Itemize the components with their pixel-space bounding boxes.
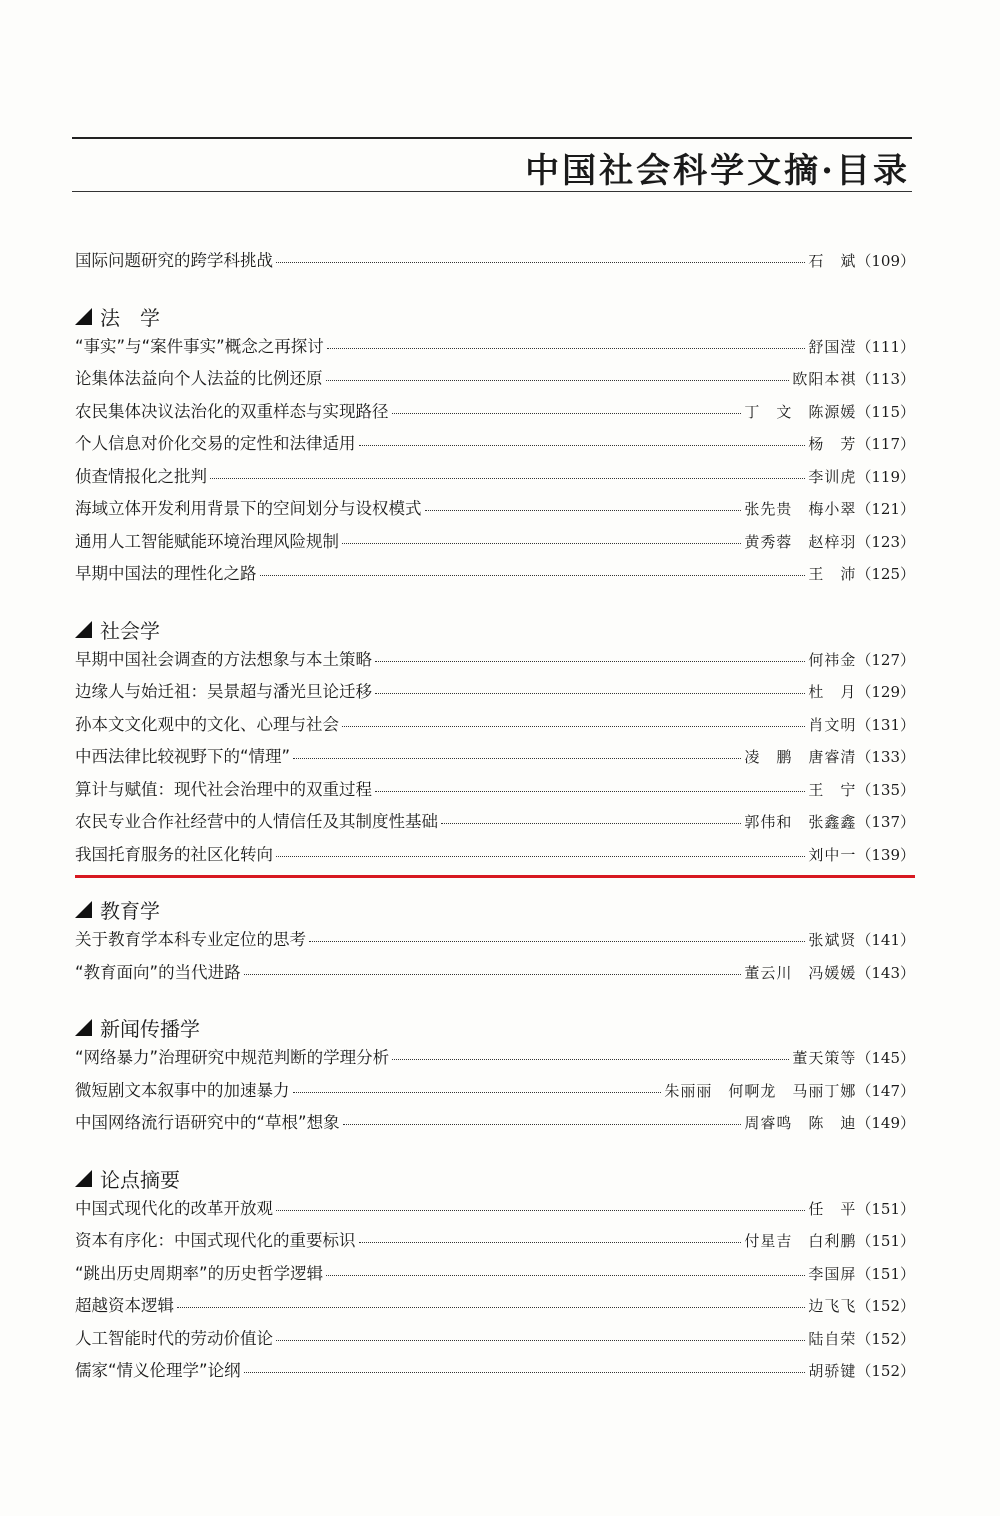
entry-title: “教育面向”的当代进路 (75, 962, 241, 982)
section-heading (75, 1162, 915, 1195)
section-heading (75, 300, 915, 333)
entry-authors: 黄秀蓉 赵梓羽 (744, 532, 857, 551)
entry-authors: 何祎金 (808, 650, 857, 669)
section-heading-text: 新闻传播学 (100, 1017, 200, 1041)
entry-authors: 张先贵 梅小翠 (744, 500, 857, 518)
page-title: 中国社会科学文摘·目录 (525, 151, 910, 191)
entry-page-number: （145） (856, 1049, 915, 1067)
dot-leader (326, 380, 790, 381)
dot-leader (441, 823, 741, 824)
entry-title: 资本有序化：中国式现代化的重要标识 (75, 1231, 356, 1250)
entry-authors: 董天策等 (792, 1049, 857, 1067)
toc-entry[interactable] (75, 776, 915, 809)
toc-entry[interactable] (75, 1109, 915, 1142)
toc-entry[interactable] (75, 1077, 915, 1110)
entry-page-number: （131） (856, 715, 915, 734)
entry-title: 早期中国法的理性化之路 (75, 564, 257, 583)
entry-page-number: （121） (856, 500, 915, 518)
toc-section (75, 893, 915, 991)
entry-authors: 朱丽丽 何啊龙 马丽丁娜 (664, 1081, 857, 1100)
dot-leader (392, 1059, 789, 1060)
toc-entry[interactable] (75, 678, 915, 711)
entry-title: 我国托育服务的社区化转向 (75, 844, 273, 864)
triangle-marker-icon (75, 621, 92, 638)
toc-entry[interactable] (75, 333, 915, 366)
toc-entry[interactable] (75, 841, 915, 874)
entry-page-number: （117） (856, 435, 915, 453)
toc-entry[interactable] (75, 808, 915, 841)
dot-leader (327, 348, 806, 349)
entry-title: 论集体法益向个人法益的比例还原 (75, 369, 323, 388)
entry-page-number: （119） (856, 467, 915, 486)
entry-page-number: （123） (856, 532, 915, 551)
section-heading-text: 法 学 (100, 305, 160, 330)
dot-leader (244, 1372, 806, 1373)
entry-title: 边缘人与始迁祖：吴景超与潘光旦论迁移 (75, 682, 372, 701)
dot-leader (293, 1092, 662, 1093)
entry-page-number: （151） (856, 1199, 915, 1218)
dot-leader (276, 262, 805, 263)
toc-entry[interactable] (75, 560, 915, 593)
toc-entry[interactable] (75, 528, 915, 561)
dot-leader (244, 974, 742, 975)
dot-leader (177, 1307, 805, 1308)
entry-authors: 边飞飞 (808, 1297, 857, 1315)
triangle-marker-icon (75, 1170, 92, 1187)
dot-leader (309, 941, 805, 942)
entry-title: 微短剧文本叙事中的加速暴力 (75, 1080, 290, 1100)
dot-leader (375, 693, 805, 694)
dot-leader (276, 1210, 805, 1211)
entry-page-number: （135） (856, 780, 915, 799)
entry-title: 关于教育学本科专业定位的思考 (75, 930, 306, 949)
toc-entry[interactable] (75, 1195, 915, 1228)
entry-authors: 付星吉 白利鹏 (744, 1232, 857, 1250)
section-heading-text: 教育学 (100, 899, 160, 923)
entry-title: 个人信息对价化交易的定性和法律适用 (75, 434, 356, 453)
triangle-marker-icon (75, 308, 92, 325)
dot-leader (392, 413, 742, 414)
toc-entry[interactable] (75, 1357, 915, 1390)
entry-page-number: （115） (856, 402, 915, 421)
entry-authors: 欧阳本祺 (792, 370, 857, 388)
entry-page-number: （125） (856, 565, 915, 583)
toc-entry[interactable] (75, 743, 915, 776)
entry-authors: 丁 文 陈源媛 (744, 402, 857, 421)
entry-title: “跳出历史周期率”的历史哲学逻辑 (75, 1263, 324, 1283)
dot-leader (342, 543, 741, 544)
toc-entry[interactable] (75, 1325, 915, 1358)
entry-page-number: （147） (856, 1081, 915, 1100)
dot-leader (343, 1124, 742, 1125)
entry-page-number: （152） (856, 1329, 915, 1348)
toc-section (75, 613, 915, 874)
section-heading (75, 1011, 915, 1044)
toc-entry[interactable] (75, 463, 915, 496)
entry-title: 算计与赋值：现代社会治理中的双重过程 (75, 779, 372, 799)
entry-authors: 周睿鸣 陈 迪 (744, 1114, 857, 1132)
entry-page-number: （113） (856, 370, 915, 388)
dot-leader (210, 478, 805, 479)
entry-authors: 杜 月 (808, 683, 857, 701)
dot-leader (276, 856, 805, 857)
entry-title: 中西法律比较视野下的“情理” (75, 747, 291, 766)
entry-authors: 刘中一 (808, 845, 857, 864)
entry-title: 孙本文文化观中的文化、心理与社会 (75, 714, 339, 734)
entry-title: 农民专业合作社经营中的人情信任及其制度性基础 (75, 812, 438, 831)
entry-page-number: （152） (856, 1297, 915, 1315)
entry-title: “事实”与“案件事实”概念之再探讨 (75, 336, 324, 356)
entry-authors: 王 宁 (808, 780, 857, 799)
toc-section (75, 247, 915, 280)
header-rule-bottom (72, 191, 912, 192)
red-highlight-underline (75, 875, 915, 878)
toc-entry[interactable] (75, 430, 915, 463)
entry-title: 人工智能时代的劳动价值论 (75, 1328, 273, 1348)
dot-leader (276, 1340, 805, 1341)
toc-entry[interactable] (75, 247, 915, 280)
entry-authors: 肖文明 (808, 715, 857, 734)
entry-page-number: （139） (856, 845, 915, 864)
entry-page-number: （129） (856, 683, 915, 701)
toc-section (75, 1162, 915, 1390)
entry-title: 侦查情报化之批判 (75, 466, 207, 486)
entry-authors: 李训虎 (808, 467, 857, 486)
entry-title: 超越资本逻辑 (75, 1296, 174, 1315)
dot-leader (326, 1275, 805, 1276)
toc-section (75, 1011, 915, 1142)
entry-page-number: （149） (856, 1114, 915, 1132)
toc-entry[interactable] (75, 1260, 915, 1293)
triangle-marker-icon (75, 901, 92, 918)
dot-leader (293, 758, 741, 759)
toc-entry[interactable] (75, 365, 915, 398)
entry-title: 通用人工智能赋能环境治理风险规制 (75, 531, 339, 551)
entry-page-number: （127） (856, 650, 915, 669)
entry-page-number: （152） (856, 1362, 915, 1380)
entry-authors: 凌 鹏 唐睿清 (744, 748, 857, 766)
entry-title: 海域立体开发利用背景下的空间划分与设权模式 (75, 499, 422, 518)
entry-title: 中国式现代化的改革开放观 (75, 1198, 273, 1218)
entry-title: 中国网络流行语研究中的“草根”想象 (75, 1113, 340, 1132)
entry-authors: 杨 芳 (808, 435, 857, 453)
section-heading (75, 893, 915, 926)
toc-entry[interactable] (75, 1227, 915, 1260)
entry-title: 国际问题研究的跨学科挑战 (75, 251, 273, 270)
toc-entry[interactable] (75, 1292, 915, 1325)
entry-title: 早期中国社会调查的方法想象与本土策略 (75, 649, 372, 669)
entry-title: 儒家“情义伦理学”论纲 (75, 1361, 241, 1380)
toc-entry[interactable] (75, 1044, 915, 1077)
entry-title: “网络暴力”治理研究中规范判断的学理分析 (75, 1048, 390, 1067)
entry-authors: 陆自荣 (808, 1329, 857, 1348)
dot-leader (375, 791, 805, 792)
section-heading-text: 社会学 (100, 618, 160, 643)
entry-authors: 郭伟和 张鑫鑫 (744, 813, 857, 831)
entry-authors: 张斌贤 (808, 931, 857, 949)
section-heading-text: 论点摘要 (100, 1167, 180, 1192)
entry-authors: 石 斌 (808, 252, 857, 270)
dot-leader (359, 445, 806, 446)
entry-page-number: （109） (856, 252, 915, 270)
toc-entry[interactable] (75, 495, 915, 528)
dot-leader (260, 575, 806, 576)
entry-authors: 董云川 冯媛媛 (744, 963, 857, 982)
entry-title: 农民集体决议法治化的双重样态与实现路径 (75, 401, 389, 421)
dot-leader (375, 661, 805, 662)
dot-leader (342, 726, 805, 727)
entry-page-number: （151） (856, 1264, 915, 1283)
toc-entry[interactable] (75, 959, 915, 992)
entry-page-number: （137） (856, 813, 915, 831)
toc-entry[interactable] (75, 926, 915, 959)
table-of-contents (75, 247, 915, 1390)
triangle-marker-icon (75, 1019, 92, 1036)
entry-page-number: （111） (856, 337, 915, 356)
entry-page-number: （141） (856, 931, 915, 949)
entry-page-number: （151） (856, 1232, 915, 1250)
section-heading (75, 613, 915, 646)
entry-authors: 任 平 (808, 1199, 857, 1218)
entry-page-number: （143） (856, 963, 915, 982)
entry-page-number: （133） (856, 748, 915, 766)
toc-entry[interactable] (75, 646, 915, 679)
entry-authors: 王 沛 (808, 565, 857, 583)
entry-authors: 舒国滢 (808, 337, 857, 356)
dot-leader (359, 1242, 742, 1243)
header-rule-top (72, 137, 912, 139)
entry-authors: 李国屏 (808, 1264, 857, 1283)
toc-entry[interactable] (75, 711, 915, 744)
dot-leader (425, 510, 742, 511)
toc-section (75, 300, 915, 593)
entry-authors: 胡骄键 (808, 1362, 857, 1380)
toc-entry[interactable] (75, 398, 915, 431)
